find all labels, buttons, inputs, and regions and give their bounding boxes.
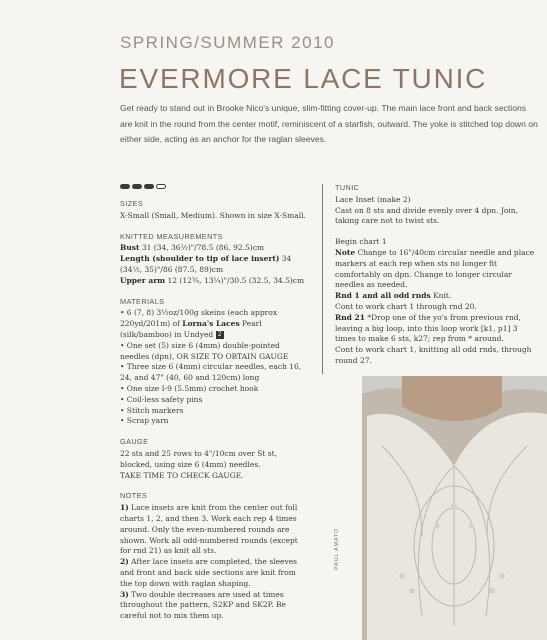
tunic-photo-illustration: [362, 376, 547, 640]
gauge-heading: GAUGE: [120, 437, 149, 447]
note-1: 1) Lace insets are knit from the center out foll charts 1, 2, and then 3. Work each rep 4 times around. Only the even-numbered rounds are shown. Work all odd-numbered rounds (except for rnd 21) as knit all sts.: [120, 503, 298, 556]
arm-value: 12 (12¾, 13¼)"/30.5 (32.5, 34.5)cm: [165, 275, 305, 285]
bust-value: 31 (34, 36½)"/78.5 (86, 92.5)cm: [139, 243, 265, 253]
begin-chart-1: Begin chart 1: [335, 237, 387, 247]
cont-chart-1: Cont to work chart 1 through rnd 20.: [335, 301, 477, 311]
notes-block: [120, 503, 310, 622]
rnd-1-instruction: Rnd 1 and all odd rnds Knit.: [335, 291, 452, 301]
season-label: SPRING/SUMMER 2010: [120, 33, 335, 52]
material-pins: • Coil-less safety pins: [120, 394, 203, 404]
tunic-photo: [362, 376, 547, 640]
skill-dot-empty: [156, 184, 166, 189]
length-label: Length (shoulder to tip of lace insert): [120, 254, 280, 264]
material-circular: • Three size 6 (4mm) circular needles, each 16, 24, and 47" (40, 60 and 120cm) long: [120, 362, 302, 383]
sizes-heading: SIZES: [120, 199, 144, 208]
length-value: 34 (34½, 35)"/86 (87.5, 89)cm: [120, 254, 292, 274]
page-title: EVERMORE LACE TUNIC: [119, 63, 488, 94]
right-column: [335, 183, 535, 367]
measurements-heading: KNITTED MEASUREMENTS: [120, 231, 223, 241]
bust-label: Bust: [120, 243, 140, 253]
sizes-text: X-Small (Small, Medium). Shown in size X-Small.: [120, 210, 306, 220]
photo-credit: PAUL AMATO: [334, 527, 340, 570]
material-dpn: • One set (5) size 6 (4mm) double-pointed needles (dpn), OR SIZE TO OBTAIN GAUGE: [120, 340, 289, 361]
skill-dot: [132, 184, 142, 189]
gauge-text: 22 sts and 25 rows to 4"/10cm over St st, blocked, using size 6 (4mm) needles.: [120, 448, 278, 469]
tunic-heading: TUNIC: [335, 183, 360, 192]
gauge-block: [120, 449, 310, 481]
left-column: [120, 199, 310, 632]
notes-heading: NOTES: [120, 491, 148, 501]
materials-heading: MATERIALS: [120, 296, 165, 306]
cast-on-text: Cast on 8 sts and divide evenly over 4 dpn. Join, taking care not to twist sts.: [335, 205, 518, 226]
material-yarn: • 6 (7, 8) 3½oz/100g skeins (each approx 220yd/201m) of Lorna's Laces Pearl (silk/bamboo) in Undyed 2: [120, 308, 277, 339]
skill-dot: [144, 184, 154, 189]
note-3: 3) Two double decreases are used at times throughout the pattern, S2KP and SK2P. Be careful not to mix them up.: [120, 589, 286, 621]
note-2: 2) After lace insets are completed, the sleeves and front and back side sections are knit from the top down with raglan shaping.: [120, 557, 297, 588]
arm-label: Upper arm: [120, 275, 166, 285]
rnd-21-instruction: Rnd 21 *Drop one of the yo's from previous rnd, leaving a big loop, into this loop work [k1, p1] 3 times to make 6 sts, k27; rep from * around.: [335, 312, 521, 344]
yarn-weight-icon: 2: [216, 331, 224, 339]
column-divider: [322, 184, 323, 374]
material-markers: • Stitch markers: [120, 405, 184, 415]
intro-paragraph: Get ready to stand out in Brooke Nico's unique, slim-fitting cover-up. The main lace front and back sections are knit in the round from the center motif, reminiscent of a starfish, outward. The yoke is stitched top down on either side, acting as an anchor for the raglan sleeves.: [120, 103, 538, 144]
material-hook: • One size I-9 (5.5mm) crochet hook: [120, 383, 259, 393]
skill-dot: [120, 184, 130, 189]
gauge-note: TAKE TIME TO CHECK GAUGE.: [120, 470, 244, 480]
material-scrap: • Scrap yarn: [120, 416, 169, 426]
lace-inset-title: Lace Inset (make 2): [335, 194, 411, 204]
cont-chart-1-final: Cont to work chart 1, knitting all odd rnds, through round 27.: [335, 345, 532, 365]
measurements-block: [120, 243, 310, 286]
skill-level-indicator: [120, 184, 166, 189]
note-paragraph: Note Change to 16"/40cm circular needle and place markers at each rep when sts no longer fit comfortably on dpn. Change to longer circular needles as needed.: [335, 247, 535, 290]
materials-list: [120, 308, 310, 427]
